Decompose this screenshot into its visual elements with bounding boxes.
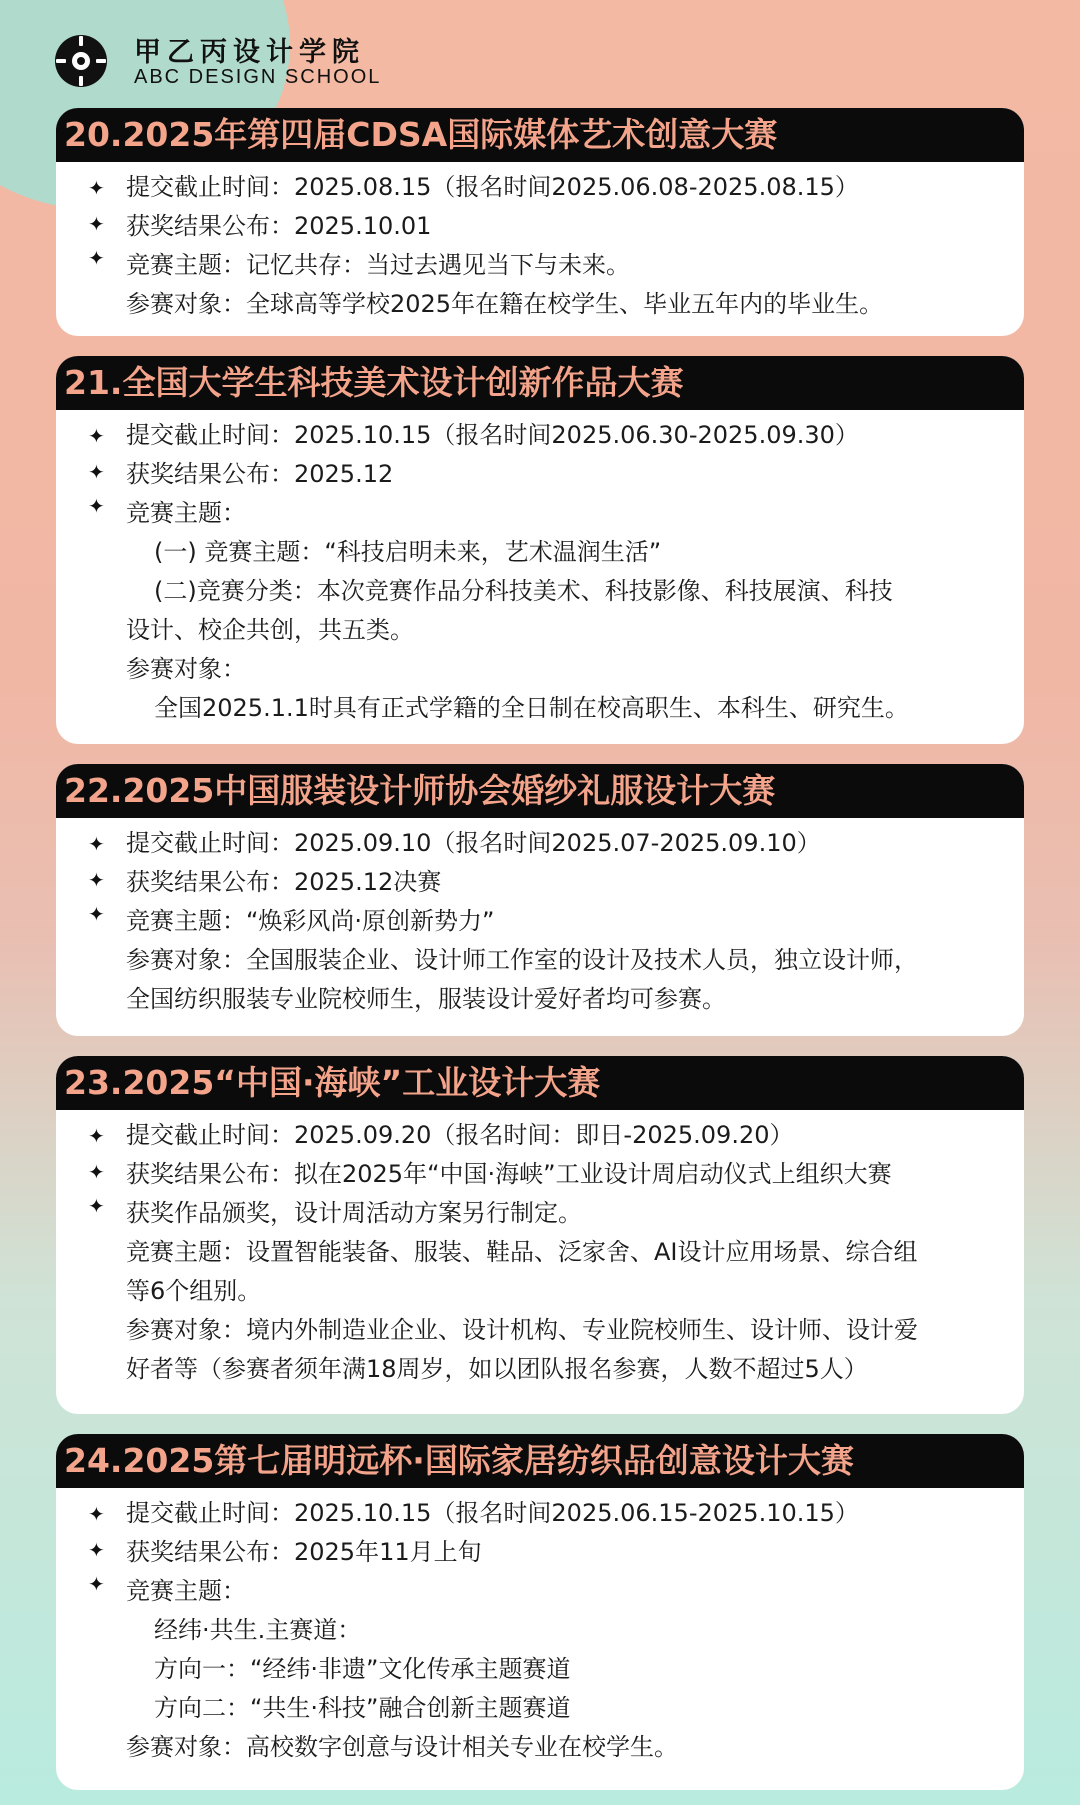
competition-theme: 竞赛主题： <box>126 1577 246 1605</box>
eligibility: 参赛对象： <box>126 655 246 683</box>
submission-deadline: 提交截止时间：2025.10.15（报名时间2025.06.30-2025.09.30） <box>126 421 859 449</box>
eligibility-cont: 全国纺织服装专业院校师生，服装设计爱好者均可参赛。 <box>126 985 726 1013</box>
star-bullet-icon: ✦ <box>88 246 105 270</box>
eligibility: 参赛对象：境内外制造业企业、设计机构、专业院校师生、设计师、设计爱 <box>126 1316 918 1344</box>
competition-card-22 <box>56 764 1024 1036</box>
submission-deadline: 提交截止时间：2025.10.15（报名时间2025.06.15-2025.10.15） <box>126 1499 859 1527</box>
competition-theme: 竞赛主题： <box>126 499 246 527</box>
card-title: 20.2025年第四届CDSA国际媒体艺术创意大赛 <box>56 108 1024 162</box>
result-announcement: 获奖结果公布：2025年11月上旬 <box>126 1538 482 1566</box>
star-bullet-icon: ✦ <box>88 176 105 200</box>
competition-card-20 <box>56 108 1024 336</box>
eligibility: 参赛对象：全球高等学校2025年在籍在校学生、毕业五年内的毕业生。 <box>126 290 884 318</box>
competition-theme: 竞赛主题：设置智能装备、服装、鞋品、泛家舍、AI设计应用场景、综合组 <box>126 1238 918 1266</box>
school-logo-icon <box>52 32 110 90</box>
card-title: 22.2025中国服装设计师协会婚纱礼服设计大赛 <box>56 764 1024 818</box>
eligibility-detail: 全国2025.1.1时具有正式学籍的全日制在校高职生、本科生、研究生。 <box>154 694 909 722</box>
competition-card-23 <box>56 1056 1024 1414</box>
star-bullet-icon: ✦ <box>88 212 105 236</box>
competition-card-24 <box>56 1434 1024 1790</box>
submission-deadline: 提交截止时间：2025.09.20（报名时间：即日-2025.09.20） <box>126 1121 794 1149</box>
star-bullet-icon: ✦ <box>88 1124 105 1148</box>
result-announcement: 获奖结果公布：2025.10.01 <box>126 212 432 240</box>
card-title: 21.全国大学生科技美术设计创新作品大赛 <box>56 356 1024 410</box>
star-bullet-icon: ✦ <box>88 868 105 892</box>
eligibility: 参赛对象：全国服装企业、设计师工作室的设计及技术人员，独立设计师， <box>126 946 918 974</box>
result-announcement-cont: 获奖作品颁奖，设计周活动方案另行制定。 <box>126 1199 582 1227</box>
submission-deadline: 提交截止时间：2025.09.10（报名时间2025.07-2025.09.10） <box>126 829 821 857</box>
star-bullet-icon: ✦ <box>88 902 105 926</box>
star-bullet-icon: ✦ <box>88 1538 105 1562</box>
card-title: 23.2025“中国·海峡”工业设计大赛 <box>56 1056 1024 1110</box>
star-bullet-icon: ✦ <box>88 1502 105 1526</box>
category-detail: (二)竞赛分类：本次竞赛作品分科技美术、科技影像、科技展演、科技 <box>154 577 893 605</box>
eligibility: 参赛对象：高校数字创意与设计相关专业在校学生。 <box>126 1733 678 1761</box>
result-announcement: 获奖结果公布：拟在2025年“中国·海峡”工业设计周启动仪式上组织大赛 <box>126 1160 892 1188</box>
star-bullet-icon: ✦ <box>88 832 105 856</box>
competition-theme: 竞赛主题：记忆共存：当过去遇见当下与未来。 <box>126 251 630 279</box>
star-bullet-icon: ✦ <box>88 460 105 484</box>
result-announcement: 获奖结果公布：2025.12 <box>126 460 394 488</box>
theme-detail: (一) 竞赛主题：“科技启明未来，艺术温润生活” <box>154 538 662 566</box>
direction-two: 方向二：“共生·科技”融合创新主题赛道 <box>154 1694 571 1722</box>
main-track: 经纬·共生.主赛道： <box>154 1616 362 1644</box>
direction-one: 方向一：“经纬·非遗”文化传承主题赛道 <box>154 1655 571 1683</box>
brand-name-en: ABC DESIGN SCHOOL <box>134 66 382 88</box>
star-bullet-icon: ✦ <box>88 1194 105 1218</box>
star-bullet-icon: ✦ <box>88 494 105 518</box>
star-bullet-icon: ✦ <box>88 1572 105 1596</box>
eligibility-cont: 好者等（参赛者须年满18周岁，如以团队报名参赛，人数不超过5人） <box>126 1355 868 1383</box>
submission-deadline: 提交截止时间：2025.08.15（报名时间2025.06.08-2025.08.15） <box>126 173 859 201</box>
star-bullet-icon: ✦ <box>88 1160 105 1184</box>
category-detail-cont: 设计、校企共创，共五类。 <box>126 616 414 644</box>
competition-theme-cont: 等6个组别。 <box>126 1277 262 1305</box>
result-announcement: 获奖结果公布：2025.12决赛 <box>126 868 442 896</box>
competition-theme: 竞赛主题：“焕彩风尚·原创新势力” <box>126 907 495 935</box>
brand-name-cn: 甲乙丙设计学院 <box>134 37 365 68</box>
card-title: 24.2025第七届明远杯·国际家居纺织品创意设计大赛 <box>56 1434 1024 1488</box>
star-bullet-icon: ✦ <box>88 424 105 448</box>
competition-card-21 <box>56 356 1024 744</box>
